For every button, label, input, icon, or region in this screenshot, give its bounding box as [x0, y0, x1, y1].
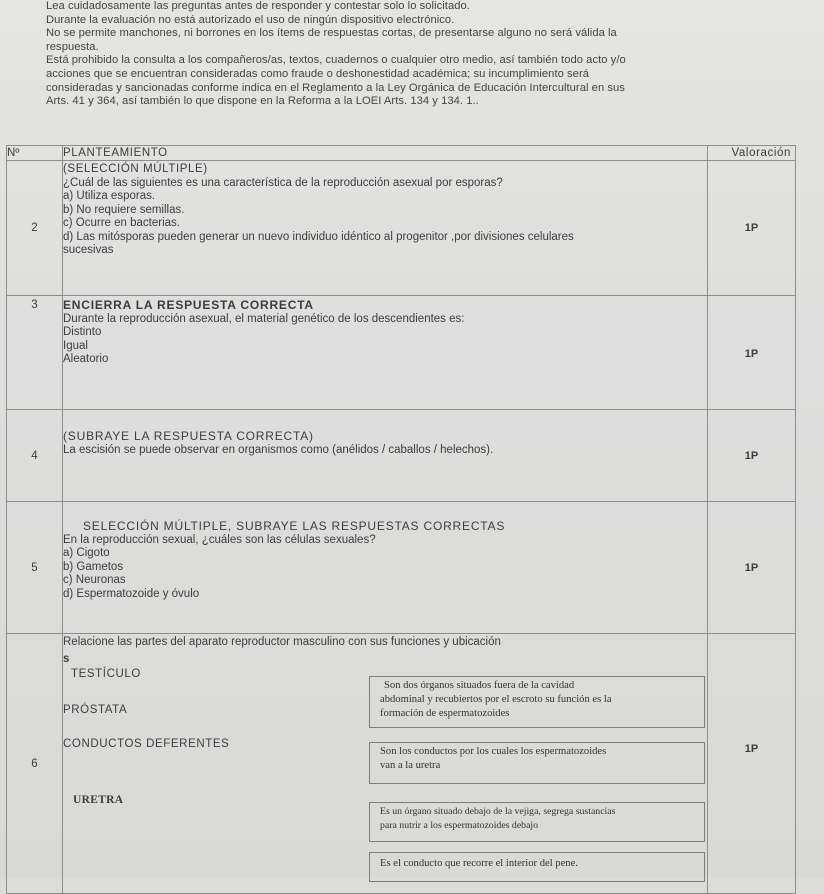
question-prompt: Durante la reproducción asexual, el material genético de los descendientes es: — [63, 312, 465, 325]
option-d: d) Las mitósporas pueden generar un nuevo individuo idéntico al progenitor ,por divisiones celulares — [63, 230, 574, 243]
instruction-line: consideradas y sancionadas conforme indica en el Reglamento a la Ley Orgánica de Educación Intercultural en sus — [46, 81, 625, 94]
question-text — [63, 296, 708, 410]
question-row-4 — [7, 410, 796, 502]
question-row-3 — [7, 296, 796, 410]
question-row-6 — [7, 634, 796, 894]
function-box-3 — [369, 802, 705, 842]
function-box-2 — [369, 742, 705, 784]
question-number: 6 — [7, 634, 63, 894]
exam-table — [6, 145, 796, 894]
part-prostata: PRÓSTATA — [63, 704, 128, 716]
function-line: Es un órgano situado debajo de la vejiga, segrega sustancias — [380, 806, 616, 817]
option-a: a) Cigoto — [63, 547, 110, 559]
function-line: abdominal y recubiertos por el escroto su función es la — [380, 694, 612, 705]
question-text — [63, 410, 708, 502]
function-line: Son los conductos por los cuales los espermatozoides — [380, 746, 607, 757]
header-num: Nº — [7, 146, 63, 161]
table-header-row — [7, 146, 796, 161]
question-row-5 — [7, 502, 796, 634]
question-type: SELECCIÓN MÚLTIPLE, SUBRAYE LAS RESPUESTAS CORRECTAS — [83, 519, 506, 533]
instruction-line: Lea cuidadosamente las preguntas antes de responder y contestar solo lo solicitado. — [46, 0, 470, 12]
question-number: 3 — [7, 296, 63, 410]
question-prompt: En la reproducción sexual, ¿cuáles son las células sexuales? — [63, 533, 376, 546]
instruction-line: Arts. 41 y 364, así también lo que dispone en la Reforma a la LOEI Arts. 134 y 134. 1.. — [46, 95, 479, 108]
question-type: (SELECCIÓN MÚLTIPLE) — [63, 163, 208, 175]
option-b: b) Gametos — [63, 560, 124, 573]
part-uretra: URETRA — [73, 794, 124, 806]
instruction-line: acciones que se encuentran consideradas como fraude o deshonestidad académica; su incumplimiento será — [46, 67, 589, 80]
header-valoracion: Valoración — [708, 146, 796, 161]
question-prompt-cont: s — [63, 652, 70, 665]
question-row-2 — [7, 161, 796, 296]
function-line: van a la uretra — [380, 760, 441, 771]
question-value: 1P — [708, 410, 796, 502]
question-value: 1P — [708, 296, 796, 410]
question-number: 4 — [7, 410, 63, 502]
option-c: c) Neuronas — [63, 574, 126, 586]
question-text — [63, 161, 708, 296]
option-d: d) Espermatozoide y óvulo — [63, 587, 200, 600]
question-type: (SUBRAYE LA RESPUESTA CORRECTA) — [63, 429, 314, 443]
instruction-line: Durante la evaluación no está autorizado el uso de ningún dispositivo electrónico. — [46, 13, 455, 26]
question-prompt: Relacione las partes del aparato reproductor masculino con sus funciones y ubicación — [63, 636, 501, 648]
part-conductos-deferentes: CONDUCTOS DEFERENTES — [63, 738, 230, 750]
option-3: Aleatorio — [63, 353, 109, 365]
question-number: 5 — [7, 502, 63, 634]
question-prompt: ¿Cuál de las siguientes es una característica de la reproducción asexual por esporas? — [63, 176, 503, 189]
option-c: c) Ocurre en bacterias. — [63, 217, 180, 229]
instructions-block — [46, 0, 816, 109]
function-line: Son dos órganos situados fuera de la cavidad — [384, 680, 575, 691]
header-planteamiento: PLANTEAMIENTO — [63, 146, 708, 161]
option-1: Distinto — [63, 326, 102, 338]
option-d-cont: sucesivas — [63, 244, 114, 256]
part-testiculo: TESTÍCULO — [71, 668, 141, 680]
question-value: 1P — [708, 634, 796, 894]
function-box-1 — [369, 676, 705, 728]
function-line: formación de espermatozoides — [380, 708, 510, 719]
question-text — [63, 634, 708, 894]
instruction-line: respuesta. — [46, 40, 99, 53]
option-a: a) Utiliza esporas. — [63, 190, 156, 202]
option-b: b) No requiere semillas. — [63, 203, 185, 216]
instruction-line: Está prohibido la consulta a los compañeros/as, textos, cuadernos o cualquier otro medio, así también todo acto y/o — [46, 54, 626, 67]
function-line: para nutrir a los espermatozoides debajo — [380, 820, 539, 831]
instruction-line: No se permite manchones, ni borrones en los ítems de respuestas cortas, de presentarse alguno no será válida la — [46, 27, 617, 40]
question-value: 1P — [708, 502, 796, 634]
question-prompt: La escisión se puede observar en organismos como (anélidos / caballos / helechos). — [63, 443, 494, 456]
question-number: 2 — [7, 161, 63, 296]
option-2: Igual — [63, 339, 88, 352]
question-type: ENCIERRA LA RESPUESTA CORRECTA — [63, 298, 314, 312]
question-value: 1P — [708, 161, 796, 296]
question-text — [63, 502, 708, 634]
function-line: Es el conducto que recorre el interior del pene. — [380, 858, 578, 869]
